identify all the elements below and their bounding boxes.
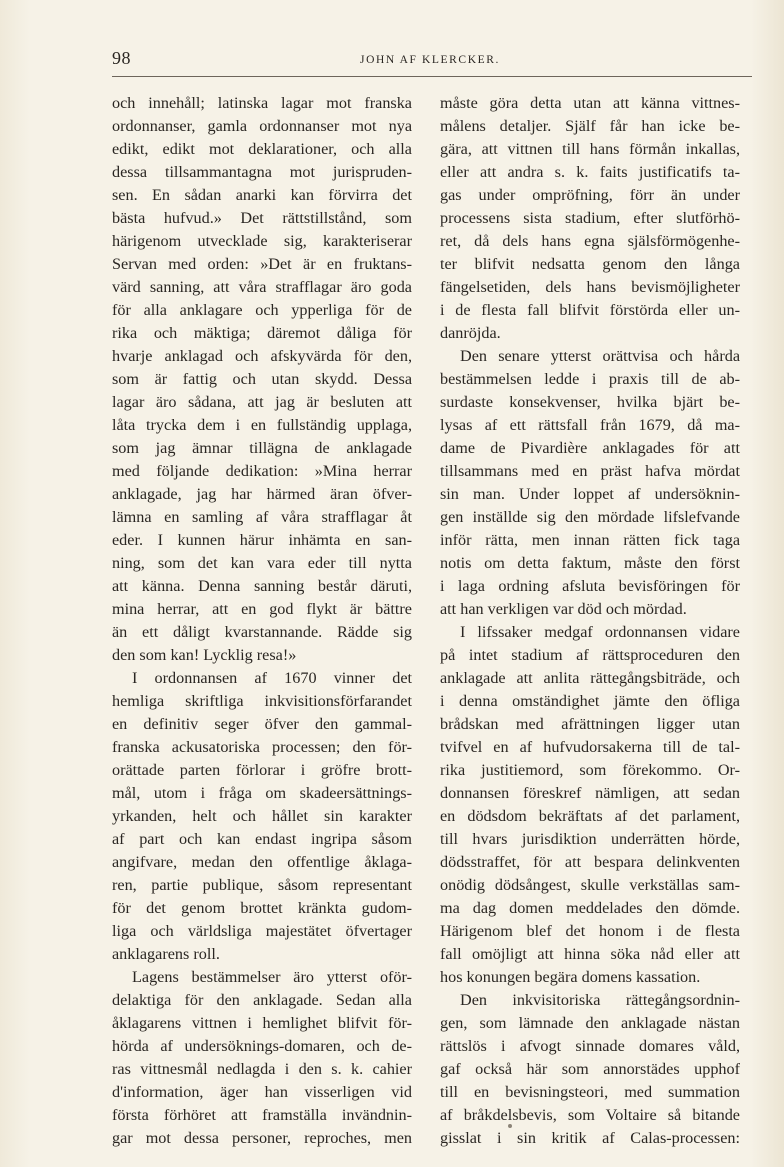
text-line: Härigenom blef det honom i de flesta bbox=[440, 922, 740, 940]
text-line: tvifvel en af hufvudorsakerna till de tal- bbox=[440, 738, 740, 756]
text-line: notis om detta faktum, måste den först bbox=[440, 554, 740, 572]
text-line: lagar äro sådana, att jag är besluten att bbox=[112, 393, 412, 411]
text-line: gar mot dessa personer, reproches, men bbox=[112, 1129, 412, 1147]
text-line: lämna en samling af våra strafflagar åt bbox=[112, 508, 412, 526]
text-line: för alla anklagare och ypperliga för de bbox=[112, 301, 412, 319]
text-line: anklagade att anlita rättegångsbiträde, och bbox=[440, 669, 740, 687]
right-text-column bbox=[440, 92, 740, 1150]
text-line: gisslat i sin kritik af Calas-processen: bbox=[440, 1129, 740, 1147]
text-line: I lifssaker medgaf ordonnansen vidare bbox=[460, 623, 740, 641]
text-line: målens detaljer. Själf får han icke be- bbox=[440, 117, 740, 135]
text-line: gära, att vittnen till hans förmån inkallas, bbox=[440, 140, 740, 158]
text-line: för det genom brottet kränkta gudom- bbox=[112, 899, 412, 917]
text-line: mål, utom i fråga om skadeersättnings- bbox=[112, 784, 412, 802]
text-line: sen. En sådan anarki kan förvirra det bbox=[112, 186, 412, 204]
text-line: onödig dödsångest, skulle verkställas sam- bbox=[440, 876, 740, 894]
text-line: yrkanden, helt och hållet sin karakter bbox=[112, 807, 412, 825]
text-line: ren, partie publique, såsom representant bbox=[112, 876, 412, 894]
text-line: Servan med orden: »Det är en fruktans- bbox=[112, 255, 412, 273]
text-line: härigenom utvecklade sig, karakteriserar bbox=[112, 232, 412, 250]
page-header bbox=[112, 48, 752, 74]
text-line: i denna omständighet jämte den öfliga bbox=[440, 692, 740, 710]
text-line: som är fattig och utan skydd. Dessa bbox=[112, 370, 412, 388]
text-line: I ordonnansen af 1670 vinner det bbox=[132, 669, 412, 687]
page-number: 98 bbox=[112, 48, 131, 68]
text-line: mina herrar, att en god flykt är bättre bbox=[112, 600, 412, 618]
text-line: processens sista stadium, efter slutförhö- bbox=[440, 209, 740, 227]
text-line: tillsammans med en präst hafva mördat bbox=[440, 462, 740, 480]
text-line: gaf också här som annorstädes upphof bbox=[440, 1060, 740, 1078]
text-line: den som kan! Lycklig resa!» bbox=[112, 646, 297, 664]
text-line: surdaste konsekvenser, hvilka bjärt be- bbox=[440, 393, 740, 411]
text-line: dame de Pivardière anklagades för att bbox=[440, 439, 740, 457]
text-line: ma dag domen meddelades den dömde. bbox=[440, 899, 740, 917]
text-line: fall omöjligt att hinna söka nåd eller att bbox=[440, 945, 740, 963]
text-line: anklagarens roll. bbox=[112, 945, 220, 963]
text-line: värd sanning, att våra strafflagar äro goda bbox=[112, 278, 412, 296]
text-line: än ett dåligt kvarstannande. Rädde sig bbox=[112, 623, 412, 641]
text-line: bästa hufvud.» Det rättstillstånd, som bbox=[112, 209, 412, 227]
text-line: brådskan med afrättningen ligger utan bbox=[440, 715, 740, 733]
text-line: ning, som det kan vara eder till nytta bbox=[112, 554, 412, 572]
text-line: donnansen föreskref nämligen, att sedan bbox=[440, 784, 740, 802]
text-line: måste göra detta utan att känna vittnes- bbox=[440, 94, 740, 112]
text-line: fängelsetiden, dels hans bevismöjligheter bbox=[440, 278, 740, 296]
text-line: en definitiv seger öfver den gammal- bbox=[112, 715, 412, 733]
text-line: inför rätta, men innan rätten fick taga bbox=[440, 531, 740, 549]
text-line: dödsstraffet, för att bespara delinkventen bbox=[440, 853, 740, 871]
text-line: första förhöret att framställa invändnin- bbox=[112, 1106, 412, 1124]
text-line: dessa tillsammantagna mot jurispruden- bbox=[112, 163, 412, 181]
text-line: rika och mäktiga; däremot dåliga för bbox=[112, 324, 412, 342]
text-line: med följande dedikation: »Mina herrar bbox=[112, 462, 412, 480]
text-line: som jag ämnar tillägna de anklagade bbox=[112, 439, 412, 457]
text-line: liga och världsliga majestätet öfvertager bbox=[112, 922, 412, 940]
text-line: anklagade, jag har härmed äran öfver- bbox=[112, 485, 412, 503]
text-line: åklagarens vittnen i hemlighet blifvit för- bbox=[112, 1014, 412, 1032]
text-line: bestämmelsen ledde i praxis till de ab- bbox=[440, 370, 740, 388]
running-head: JOHN AF KLERCKER. bbox=[360, 54, 500, 66]
left-text-column bbox=[112, 92, 412, 1150]
text-line: eller att andra s. k. faits justificatifs ta- bbox=[440, 163, 740, 181]
text-line: att han verkligen var död och mördad. bbox=[440, 600, 687, 618]
text-line: gas under ompröfning, förr än under bbox=[440, 186, 740, 204]
text-line: att känna. Denna sanning består däruti, bbox=[112, 577, 412, 595]
text-line: af part och kan endast ingripa såsom bbox=[112, 830, 412, 848]
text-line: hos konungen begära domens kassation. bbox=[440, 968, 701, 986]
text-line: gen, som lämnade den anklagade nästan bbox=[440, 1014, 740, 1032]
text-line: orättade parten förlorar i gröfre brott- bbox=[112, 761, 412, 779]
text-line: en dödsdom bekräftats af det parlament, bbox=[440, 807, 740, 825]
text-line: franska ackusatoriska processen; den för- bbox=[112, 738, 412, 756]
text-line: och innehåll; latinska lagar mot franska bbox=[112, 94, 412, 112]
text-line: till hvars jurisdiktion underrätten hörde, bbox=[440, 830, 740, 848]
text-line: ordonnanser, gamla ordonnanser mot nya bbox=[112, 117, 412, 135]
text-line: danröjda. bbox=[440, 324, 501, 342]
text-line: lysas af ett rättsfall från 1679, då ma- bbox=[440, 416, 740, 434]
text-line: gen inställde sig den mördade lifslefvande bbox=[440, 508, 740, 526]
text-line: edikt, edikt mot deklarationer, och alla bbox=[112, 140, 412, 158]
text-line: hvarje anklagad och afskyvärda för den, bbox=[112, 347, 412, 365]
text-line: låta trycka dem i en fullständig upplaga, bbox=[112, 416, 412, 434]
text-line: angifvare, medan den offentlige åklaga- bbox=[112, 853, 412, 871]
text-line: sin man. Under loppet af undersöknin- bbox=[440, 485, 740, 503]
text-line: på intet stadium af rättsproceduren den bbox=[440, 646, 740, 664]
text-line: i laga ordning afsluta bevisföringen för bbox=[440, 577, 740, 595]
text-line: d'information, äger han visserligen vid bbox=[112, 1083, 412, 1101]
text-line: rika justitiemord, som förekommo. Or- bbox=[440, 761, 740, 779]
text-line: hemliga skriftliga inkvisitionsförfarandet bbox=[112, 692, 412, 710]
text-line: Lagens bestämmelser äro ytterst oför- bbox=[132, 968, 412, 986]
text-line: Den senare ytterst orättvisa och hårda bbox=[460, 347, 740, 365]
text-line: hörda af undersöknings-domaren, och de- bbox=[112, 1037, 412, 1055]
text-line: till en bevisningsteori, med summation bbox=[440, 1083, 740, 1101]
text-line: af bråkdelsbevis, som Voltaire så bitande bbox=[440, 1106, 740, 1124]
text-line: ter blifvit nedsatta genom den långa bbox=[440, 255, 740, 273]
text-line: rättslös i afvogt sinnade domares våld, bbox=[440, 1037, 740, 1055]
text-line: delaktiga för den anklagade. Sedan alla bbox=[112, 991, 412, 1009]
text-line: ras vittnesmål nedlagda i den s. k. cahier bbox=[112, 1060, 412, 1078]
text-line: Den inkvisitoriska rättegångsordnin- bbox=[460, 991, 740, 1009]
text-line: eder. I kunnen härur inhämta en san- bbox=[112, 531, 412, 549]
text-line: ret, då dels hans egna själsförmögenhe- bbox=[440, 232, 740, 250]
header-rule bbox=[112, 76, 752, 77]
paper-spot bbox=[508, 1124, 512, 1128]
text-line: i de flesta fall blifvit förstörda eller un- bbox=[440, 301, 740, 319]
